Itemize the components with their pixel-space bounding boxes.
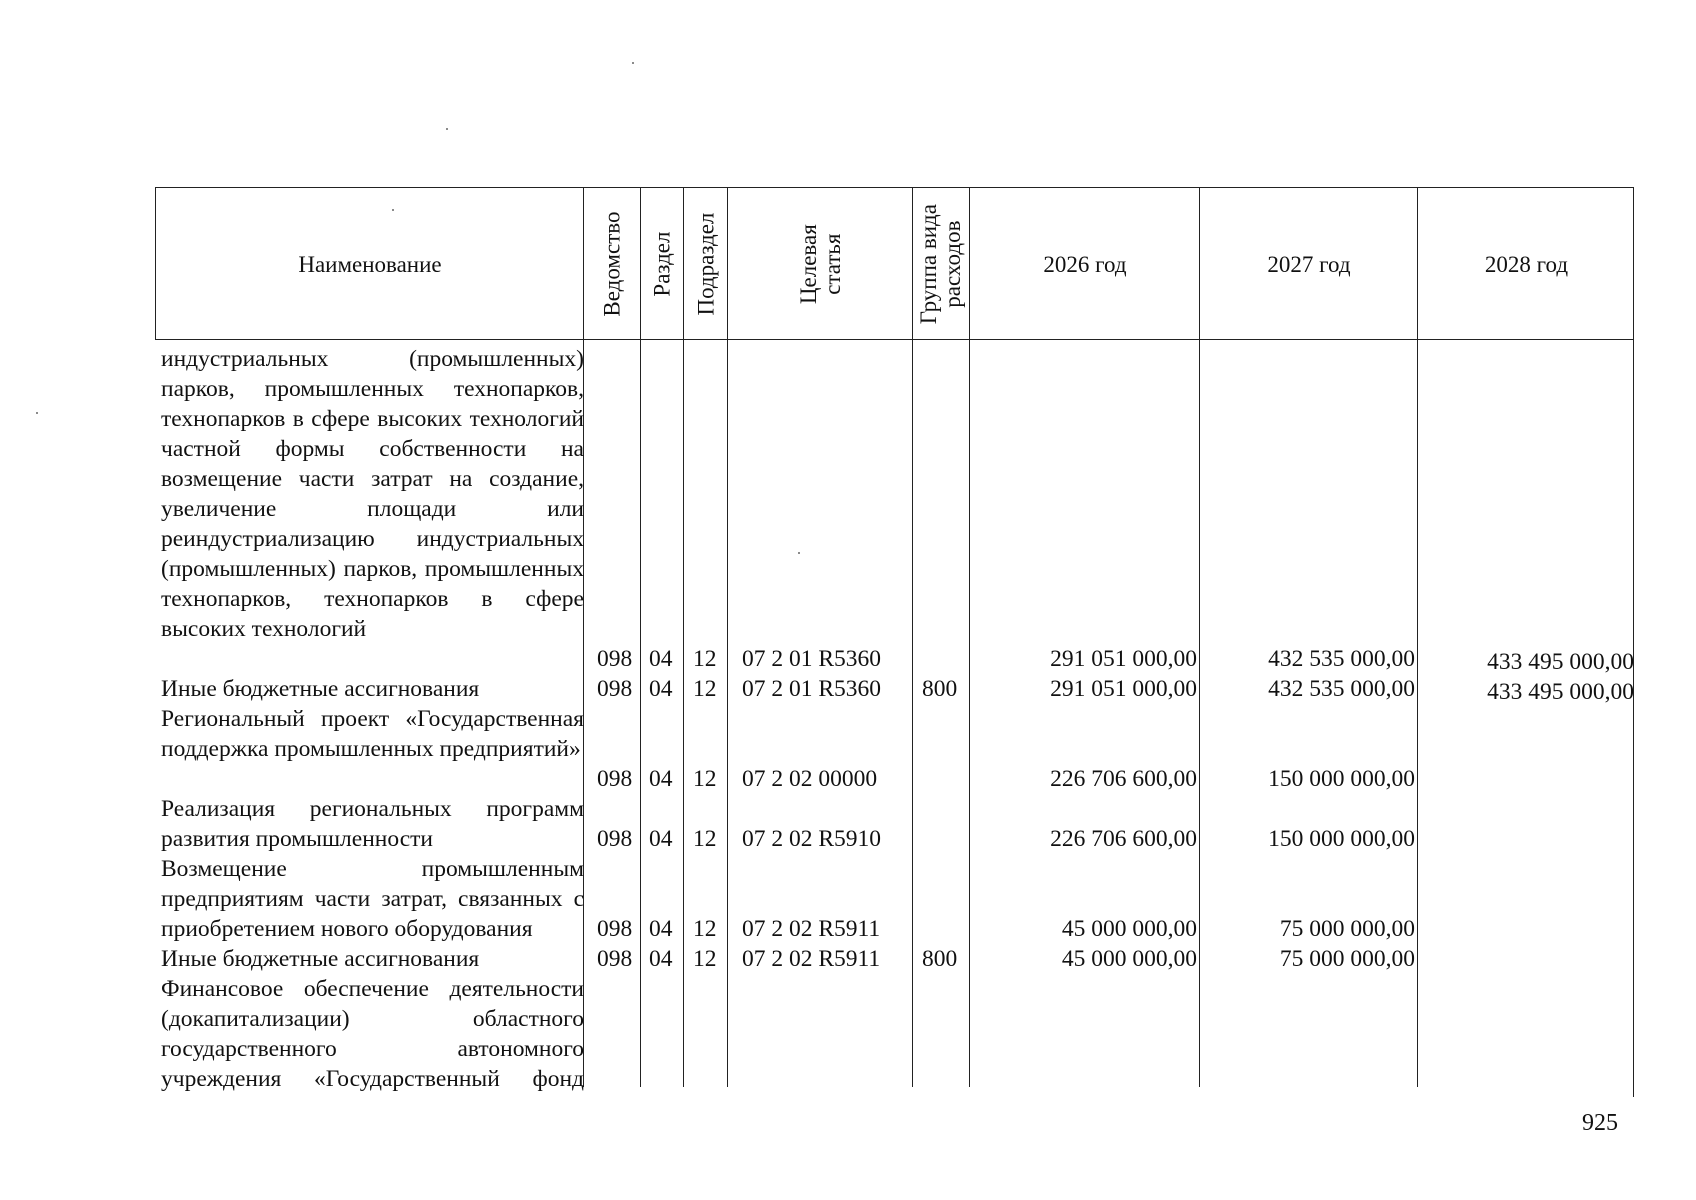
cell-vr: 800	[922, 946, 958, 972]
cell-razdel: 04	[649, 946, 673, 972]
cell-2027: 150 000 000,00	[1268, 826, 1415, 852]
header-2027	[1200, 188, 1418, 341]
header-podrazdel	[684, 188, 728, 341]
header-razdel	[641, 188, 684, 341]
header-gruppa	[913, 188, 970, 341]
header-celevaya-label	[796, 225, 844, 305]
cell-ved: 098	[597, 946, 633, 972]
row-name: Иные бюджетные ассигнования	[161, 676, 480, 702]
header-name	[156, 188, 584, 341]
cell-2026: 45 000 000,00	[1061, 946, 1197, 972]
scan-speck	[798, 552, 800, 554]
header-2028-label: 2028 год	[1484, 251, 1569, 277]
header-celevaya	[728, 188, 913, 341]
table-body	[155, 340, 1634, 1092]
cell-2027: 150 000 000,00	[1268, 766, 1415, 792]
header-celevaya-line1: Целевая	[795, 224, 821, 305]
col-border-left	[155, 187, 156, 340]
row-name: индустриальных (промышленных) парков, промышленных технопарков, технопарков в сфере высоких технологий частной формы собственности на возмещение части затрат на создание, увеличение площади или реиндустриализацию индустриальных (промышленных) парков, промышленных технопарков, технопарков в сфере высоких технологий	[161, 346, 584, 642]
cell-2027: 432 535 000,00	[1268, 676, 1415, 702]
cell-podrazdel: 12	[693, 676, 717, 702]
cell-razdel: 04	[649, 826, 673, 852]
cell-razdel: 04	[649, 766, 673, 792]
header-2027-label: 2027 год	[1267, 251, 1351, 277]
cell-podrazdel: 12	[693, 646, 717, 672]
cell-ved: 098	[597, 766, 633, 792]
cell-2027: 75 000 000,00	[1279, 946, 1415, 972]
cell-razdel: 04	[649, 916, 673, 942]
cell-csr: 07 2 02 R5911	[742, 916, 881, 942]
header-podrazdel-label: Подраздел	[692, 213, 718, 316]
cell-ved: 098	[597, 646, 633, 672]
budget-table	[155, 187, 1636, 1092]
cell-podrazdel: 12	[693, 826, 717, 852]
cell-ved: 098	[597, 676, 633, 702]
cell-2028: 433 495 000,00	[1487, 649, 1634, 675]
cell-2026: 226 706 600,00	[1050, 826, 1197, 852]
header-gruppa-line1: Группа вида	[916, 204, 942, 325]
table-row	[155, 344, 1634, 674]
header-2026-label: 2026 год	[1043, 251, 1127, 277]
row-name: Региональный проект «Государственная поддержка промышленных предприятий»	[161, 706, 584, 762]
cell-csr: 07 2 02 R5910	[742, 826, 882, 852]
scan-speck	[446, 128, 448, 130]
cell-2027: 432 535 000,00	[1268, 646, 1415, 672]
table-row	[155, 974, 1634, 1094]
table-header	[155, 187, 1634, 340]
cell-2027: 75 000 000,00	[1279, 916, 1415, 942]
header-gruppa-line2: расходов	[940, 220, 966, 309]
table-row	[155, 944, 1634, 974]
cell-csr: 07 2 02 R5911	[742, 946, 881, 972]
cell-razdel: 04	[649, 676, 673, 702]
cell-podrazdel: 12	[693, 946, 717, 972]
header-name-label: Наименование	[298, 251, 442, 277]
cell-podrazdel: 12	[693, 916, 717, 942]
table-row	[155, 704, 1634, 794]
table-row	[155, 674, 1634, 704]
row-name: Реализация региональных программ развития промышленности	[161, 796, 584, 852]
cell-ved: 098	[597, 916, 633, 942]
header-celevaya-line2: статья	[819, 233, 845, 296]
cell-csr: 07 2 02 00000	[742, 766, 878, 792]
cell-vr: 800	[922, 676, 958, 702]
cell-2026: 226 706 600,00	[1050, 766, 1197, 792]
header-vedomstvo-label: Ведомство	[599, 211, 625, 318]
table-row	[155, 794, 1634, 854]
cell-2026: 45 000 000,00	[1061, 916, 1197, 942]
row-name: Возмещение промышленным предприятиям части затрат, связанных с приобретением нового оборудования	[161, 856, 584, 942]
cell-csr: 07 2 01 R5360	[742, 646, 882, 672]
header-razdel-label: Раздел	[649, 231, 675, 298]
cell-podrazdel: 12	[693, 766, 717, 792]
header-gruppa-label	[917, 204, 965, 324]
cell-ved: 098	[597, 826, 633, 852]
row-name: Иные бюджетные ассигнования	[161, 946, 480, 972]
row-name: Финансовое обеспечение деятельности (докапитализации) областного государственного автономного учреждения «Государственный фонд	[161, 976, 584, 1092]
header-vedomstvo	[584, 188, 641, 341]
scan-speck	[392, 209, 394, 211]
cell-razdel: 04	[649, 646, 673, 672]
header-2026	[970, 188, 1200, 341]
table-row	[155, 854, 1634, 944]
scan-speck	[632, 62, 634, 64]
cell-2028: 433 495 000,00	[1487, 679, 1634, 705]
cell-2026: 291 051 000,00	[1050, 676, 1197, 702]
scan-speck	[36, 412, 38, 414]
header-2028	[1418, 188, 1635, 341]
cell-2026: 291 051 000,00	[1050, 646, 1197, 672]
page-number: 925	[1582, 1110, 1618, 1136]
cell-csr: 07 2 01 R5360	[742, 676, 882, 702]
